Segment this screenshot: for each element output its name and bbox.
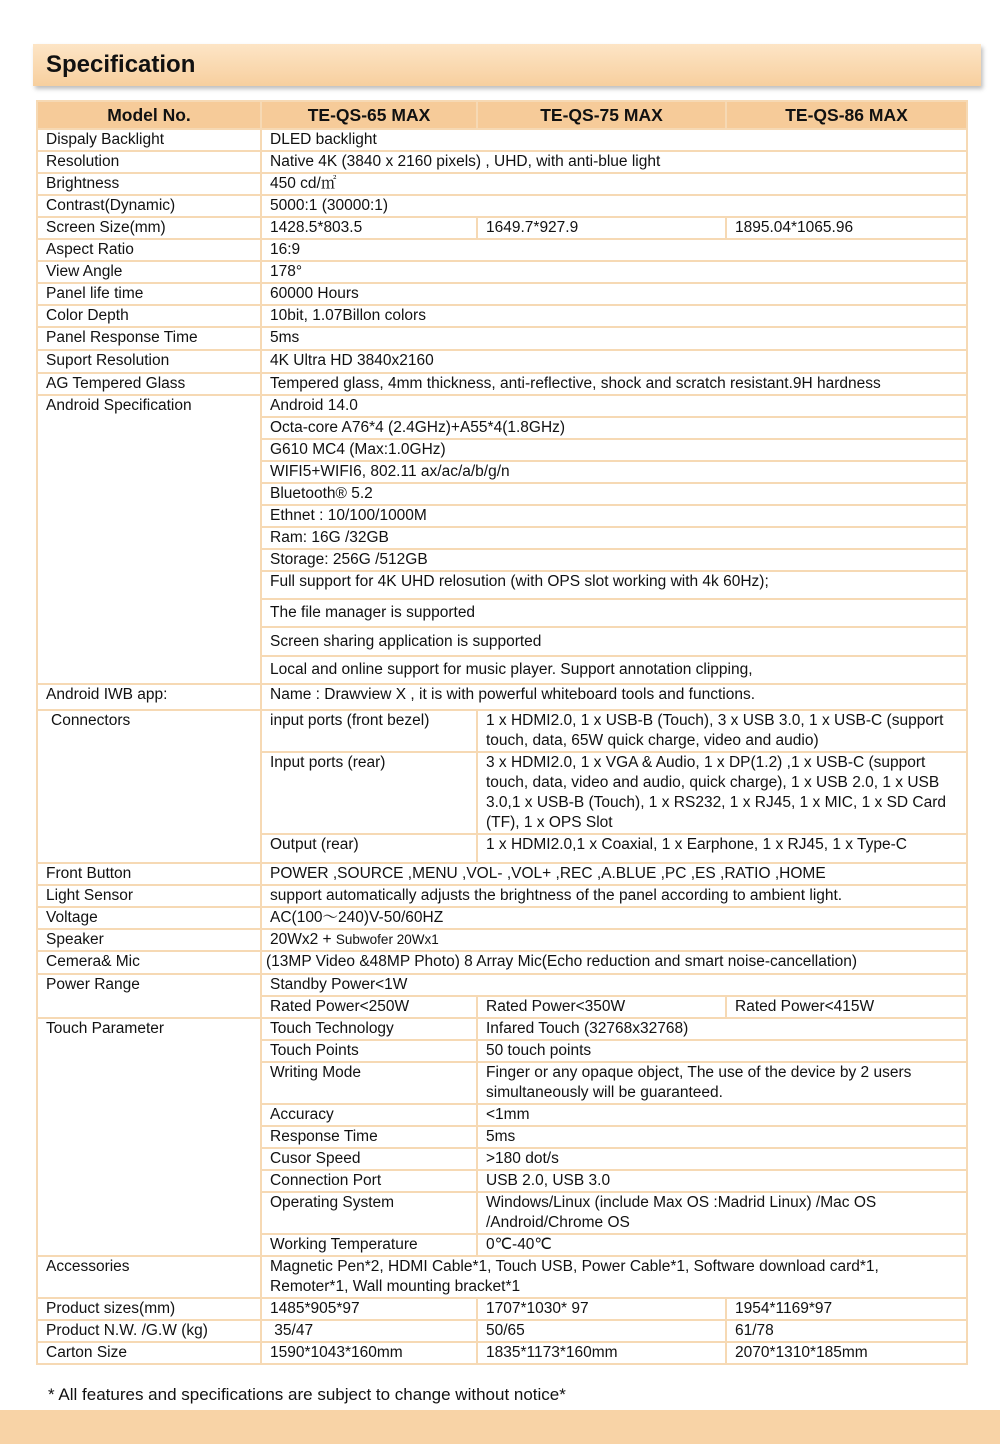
speaker-main: 20Wx2 + xyxy=(270,931,336,948)
row-value: (13MP Video &48MP Photo) 8 Array Mic(Echo reduction and smart noise-cancellation) xyxy=(261,951,967,974)
touch-param-name: Touch Points xyxy=(261,1040,477,1062)
touch-param-value: 0℃-40℃ xyxy=(477,1234,967,1256)
touch-param-value: 5ms xyxy=(477,1126,967,1148)
page-title: Specification xyxy=(46,51,196,78)
row-value: 5ms xyxy=(261,327,967,350)
row-value: 2070*1310*185mm xyxy=(726,1342,967,1364)
touch-param-name: Cusor Speed xyxy=(261,1148,477,1170)
row-value: 61/78 xyxy=(726,1320,967,1342)
table-row xyxy=(37,217,967,239)
connector-value: 3 x HDMI2.0, 1 x VGA & Audio, 1 x DP(1.2) ,1 x USB-C (support touch, data, video and audio, quick charge), 1 x USB 2.0, 1 x USB 3.0,1 x USB-B (Touch), 1 x RS232, 1 x RJ45, 1 x MIC, 1 x SD Card (TF), 1 x OPS Slot xyxy=(477,752,967,834)
row-label: Contrast(Dynamic) xyxy=(37,195,261,217)
touch-param-value: <1mm xyxy=(477,1104,967,1126)
row-value: AC(100～240)V-50/60HZ xyxy=(261,907,967,929)
connector-name: input ports (front bezel) xyxy=(261,710,477,752)
row-value: Rated Power<250W xyxy=(261,996,477,1018)
table-row xyxy=(37,1320,967,1342)
row-label: Accessories xyxy=(37,1256,261,1298)
table-row xyxy=(37,710,967,752)
row-value: Rated Power<415W xyxy=(726,996,967,1018)
row-label: Resolution xyxy=(37,151,261,173)
touch-param-name: Working Temperature xyxy=(261,1234,477,1256)
row-value: 10bit, 1.07Billon colors xyxy=(261,305,967,327)
row-value: Full support for 4K UHD relosution (with OPS slot working with 4k 60Hz); xyxy=(261,571,967,599)
touch-param-name: Operating System xyxy=(261,1192,477,1234)
row-label: Android IWB app: xyxy=(37,684,261,710)
speaker-subwoofer: Subwofer 20Wx1 xyxy=(335,932,439,947)
connector-name: Output (rear) xyxy=(261,834,477,863)
row-label: Aspect Ratio xyxy=(37,239,261,261)
row-value: Storage: 256G /512GB xyxy=(261,549,967,571)
row-label: Power Range xyxy=(37,974,261,1018)
table-row xyxy=(37,305,967,327)
table-row xyxy=(37,373,967,395)
row-value: 1954*1169*97 xyxy=(726,1298,967,1320)
table-row xyxy=(37,1298,967,1320)
disclaimer-note: * All features and specifications are subject to change without notice* xyxy=(48,1385,566,1404)
table-row xyxy=(37,283,967,305)
table-row xyxy=(37,1256,967,1298)
touch-param-value: Infared Touch (32768x32768) xyxy=(477,1018,967,1040)
row-value: DLED backlight xyxy=(261,129,967,151)
model-65-header: TE-QS-65 MAX xyxy=(261,101,477,129)
row-value: support automatically adjusts the brightness of the panel according to ambient light. xyxy=(261,885,967,907)
table-row xyxy=(37,195,967,217)
row-value: 35/47 xyxy=(261,1320,477,1342)
row-value: POWER ,SOURCE ,MENU ,VOL- ,VOL+ ,REC ,A.BLUE ,PC ,ES ,RATIO ,HOME xyxy=(261,863,967,885)
row-label: AG Tempered Glass xyxy=(37,373,261,395)
table-row xyxy=(37,327,967,350)
table-row xyxy=(37,395,967,417)
row-value: Octa-core A76*4 (2.4GHz)+A55*4(1.8GHz) xyxy=(261,417,967,439)
row-label: Speaker xyxy=(37,929,261,951)
touch-param-name: Response Time xyxy=(261,1126,477,1148)
row-value: Local and online support for music player. Support annotation clipping, xyxy=(261,656,967,684)
row-value: 1590*1043*160mm xyxy=(261,1342,477,1364)
touch-param-name: Connection Port xyxy=(261,1170,477,1192)
row-label: Screen Size(mm) xyxy=(37,217,261,239)
table-row xyxy=(37,129,967,151)
row-value: The file manager is supported xyxy=(261,599,967,627)
row-value: Ram: 16G /32GB xyxy=(261,527,967,549)
row-value: Screen sharing application is supported xyxy=(261,627,967,656)
row-label: Carton Size xyxy=(37,1342,261,1364)
connector-value: 1 x HDMI2.0, 1 x USB-B (Touch), 3 x USB 3.0, 1 x USB-C (support touch, data, 65W quick charge, video and audio) xyxy=(477,710,967,752)
touch-param-value: 50 touch points xyxy=(477,1040,967,1062)
row-value: 60000 Hours xyxy=(261,283,967,305)
touch-param-value: Windows/Linux (include Max OS :Madrid Linux) /Mac OS /Android/Chrome OS xyxy=(477,1192,967,1234)
table-row xyxy=(37,151,967,173)
row-value: Native 4K (3840 x 2160 pixels) , UHD, with anti-blue light xyxy=(261,151,967,173)
row-label: Front Button xyxy=(37,863,261,885)
footer-band xyxy=(0,1410,1000,1444)
connector-name: Input ports (rear) xyxy=(261,752,477,834)
row-label: Touch Parameter xyxy=(37,1018,261,1256)
row-value: 1428.5*803.5 xyxy=(261,217,477,239)
row-value xyxy=(261,929,967,951)
row-value: WIFI5+WIFI6, 802.11 ax/ac/a/b/g/n xyxy=(261,461,967,483)
row-label: Color Depth xyxy=(37,305,261,327)
section-banner xyxy=(33,44,981,86)
row-label: Android Specification xyxy=(37,395,261,684)
row-value: 1649.7*927.9 xyxy=(477,217,726,239)
row-label: Brightness xyxy=(37,173,261,195)
touch-param-value: Finger or any opaque object, The use of the device by 2 users simultaneously will be guaranteed. xyxy=(477,1062,967,1104)
table-row xyxy=(37,261,967,283)
row-label: Suport Resolution xyxy=(37,350,261,373)
row-label: Connectors xyxy=(37,710,261,863)
touch-param-name: Writing Mode xyxy=(261,1062,477,1104)
touch-param-value: >180 dot/s xyxy=(477,1148,967,1170)
table-header-row xyxy=(37,101,967,129)
model-no-header: Model No. xyxy=(37,101,261,129)
table-row xyxy=(37,885,967,907)
row-value: 16:9 xyxy=(261,239,967,261)
row-label: Light Sensor xyxy=(37,885,261,907)
model-86-header: TE-QS-86 MAX xyxy=(726,101,967,129)
row-value: 4K Ultra HD 3840x2160 xyxy=(261,350,967,373)
row-value: Tempered glass, 4mm thickness, anti-reflective, shock and scratch resistant.9H hardness xyxy=(261,373,967,395)
table-row xyxy=(37,929,967,951)
row-value: Android 14.0 xyxy=(261,395,967,417)
row-value: G610 MC4 (Max:1.0GHz) xyxy=(261,439,967,461)
row-value: 1707*1030* 97 xyxy=(477,1298,726,1320)
table-row xyxy=(37,684,967,710)
table-row xyxy=(37,907,967,929)
row-label: View Angle xyxy=(37,261,261,283)
row-value: Rated Power<350W xyxy=(477,996,726,1018)
row-value: Magnetic Pen*2, HDMI Cable*1, Touch USB, Power Cable*1, Software download card*1, Remoter*1, Wall mounting bracket*1 xyxy=(261,1256,967,1298)
table-row xyxy=(37,350,967,373)
table-row xyxy=(37,173,967,195)
table-row xyxy=(37,951,967,974)
table-row xyxy=(37,863,967,885)
row-value: Bluetooth® 5.2 xyxy=(261,483,967,505)
row-label: Dispaly Backlight xyxy=(37,129,261,151)
model-75-header: TE-QS-75 MAX xyxy=(477,101,726,129)
row-value: 5000:1 (30000:1) xyxy=(261,195,967,217)
touch-param-name: Touch Technology xyxy=(261,1018,477,1040)
row-label: Voltage xyxy=(37,907,261,929)
spec-table xyxy=(36,100,968,1365)
row-value: Name : Drawview X , it is with powerful whiteboard tools and functions. xyxy=(261,684,967,710)
row-value: 178° xyxy=(261,261,967,283)
row-value: 1485*905*97 xyxy=(261,1298,477,1320)
row-label: Product sizes(mm) xyxy=(37,1298,261,1320)
table-row xyxy=(37,1018,967,1040)
row-value: Ethnet : 10/100/1000M xyxy=(261,505,967,527)
table-row xyxy=(37,239,967,261)
touch-param-value: USB 2.0, USB 3.0 xyxy=(477,1170,967,1192)
table-row xyxy=(37,1342,967,1364)
row-value: 450 cd/㎡ xyxy=(261,173,967,195)
row-label: Cemera& Mic xyxy=(37,951,261,974)
table-row xyxy=(37,974,967,996)
touch-param-name: Accuracy xyxy=(261,1104,477,1126)
row-value: 50/65 xyxy=(477,1320,726,1342)
row-label: Panel life time xyxy=(37,283,261,305)
row-value: 1835*1173*160mm xyxy=(477,1342,726,1364)
row-label: Product N.W. /G.W (kg) xyxy=(37,1320,261,1342)
row-value: 1895.04*1065.96 xyxy=(726,217,967,239)
row-value: Standby Power<1W xyxy=(261,974,967,996)
row-label: Panel Response Time xyxy=(37,327,261,350)
connector-value: 1 x HDMI2.0,1 x Coaxial, 1 x Earphone, 1 x RJ45, 1 x Type-C xyxy=(477,834,967,863)
